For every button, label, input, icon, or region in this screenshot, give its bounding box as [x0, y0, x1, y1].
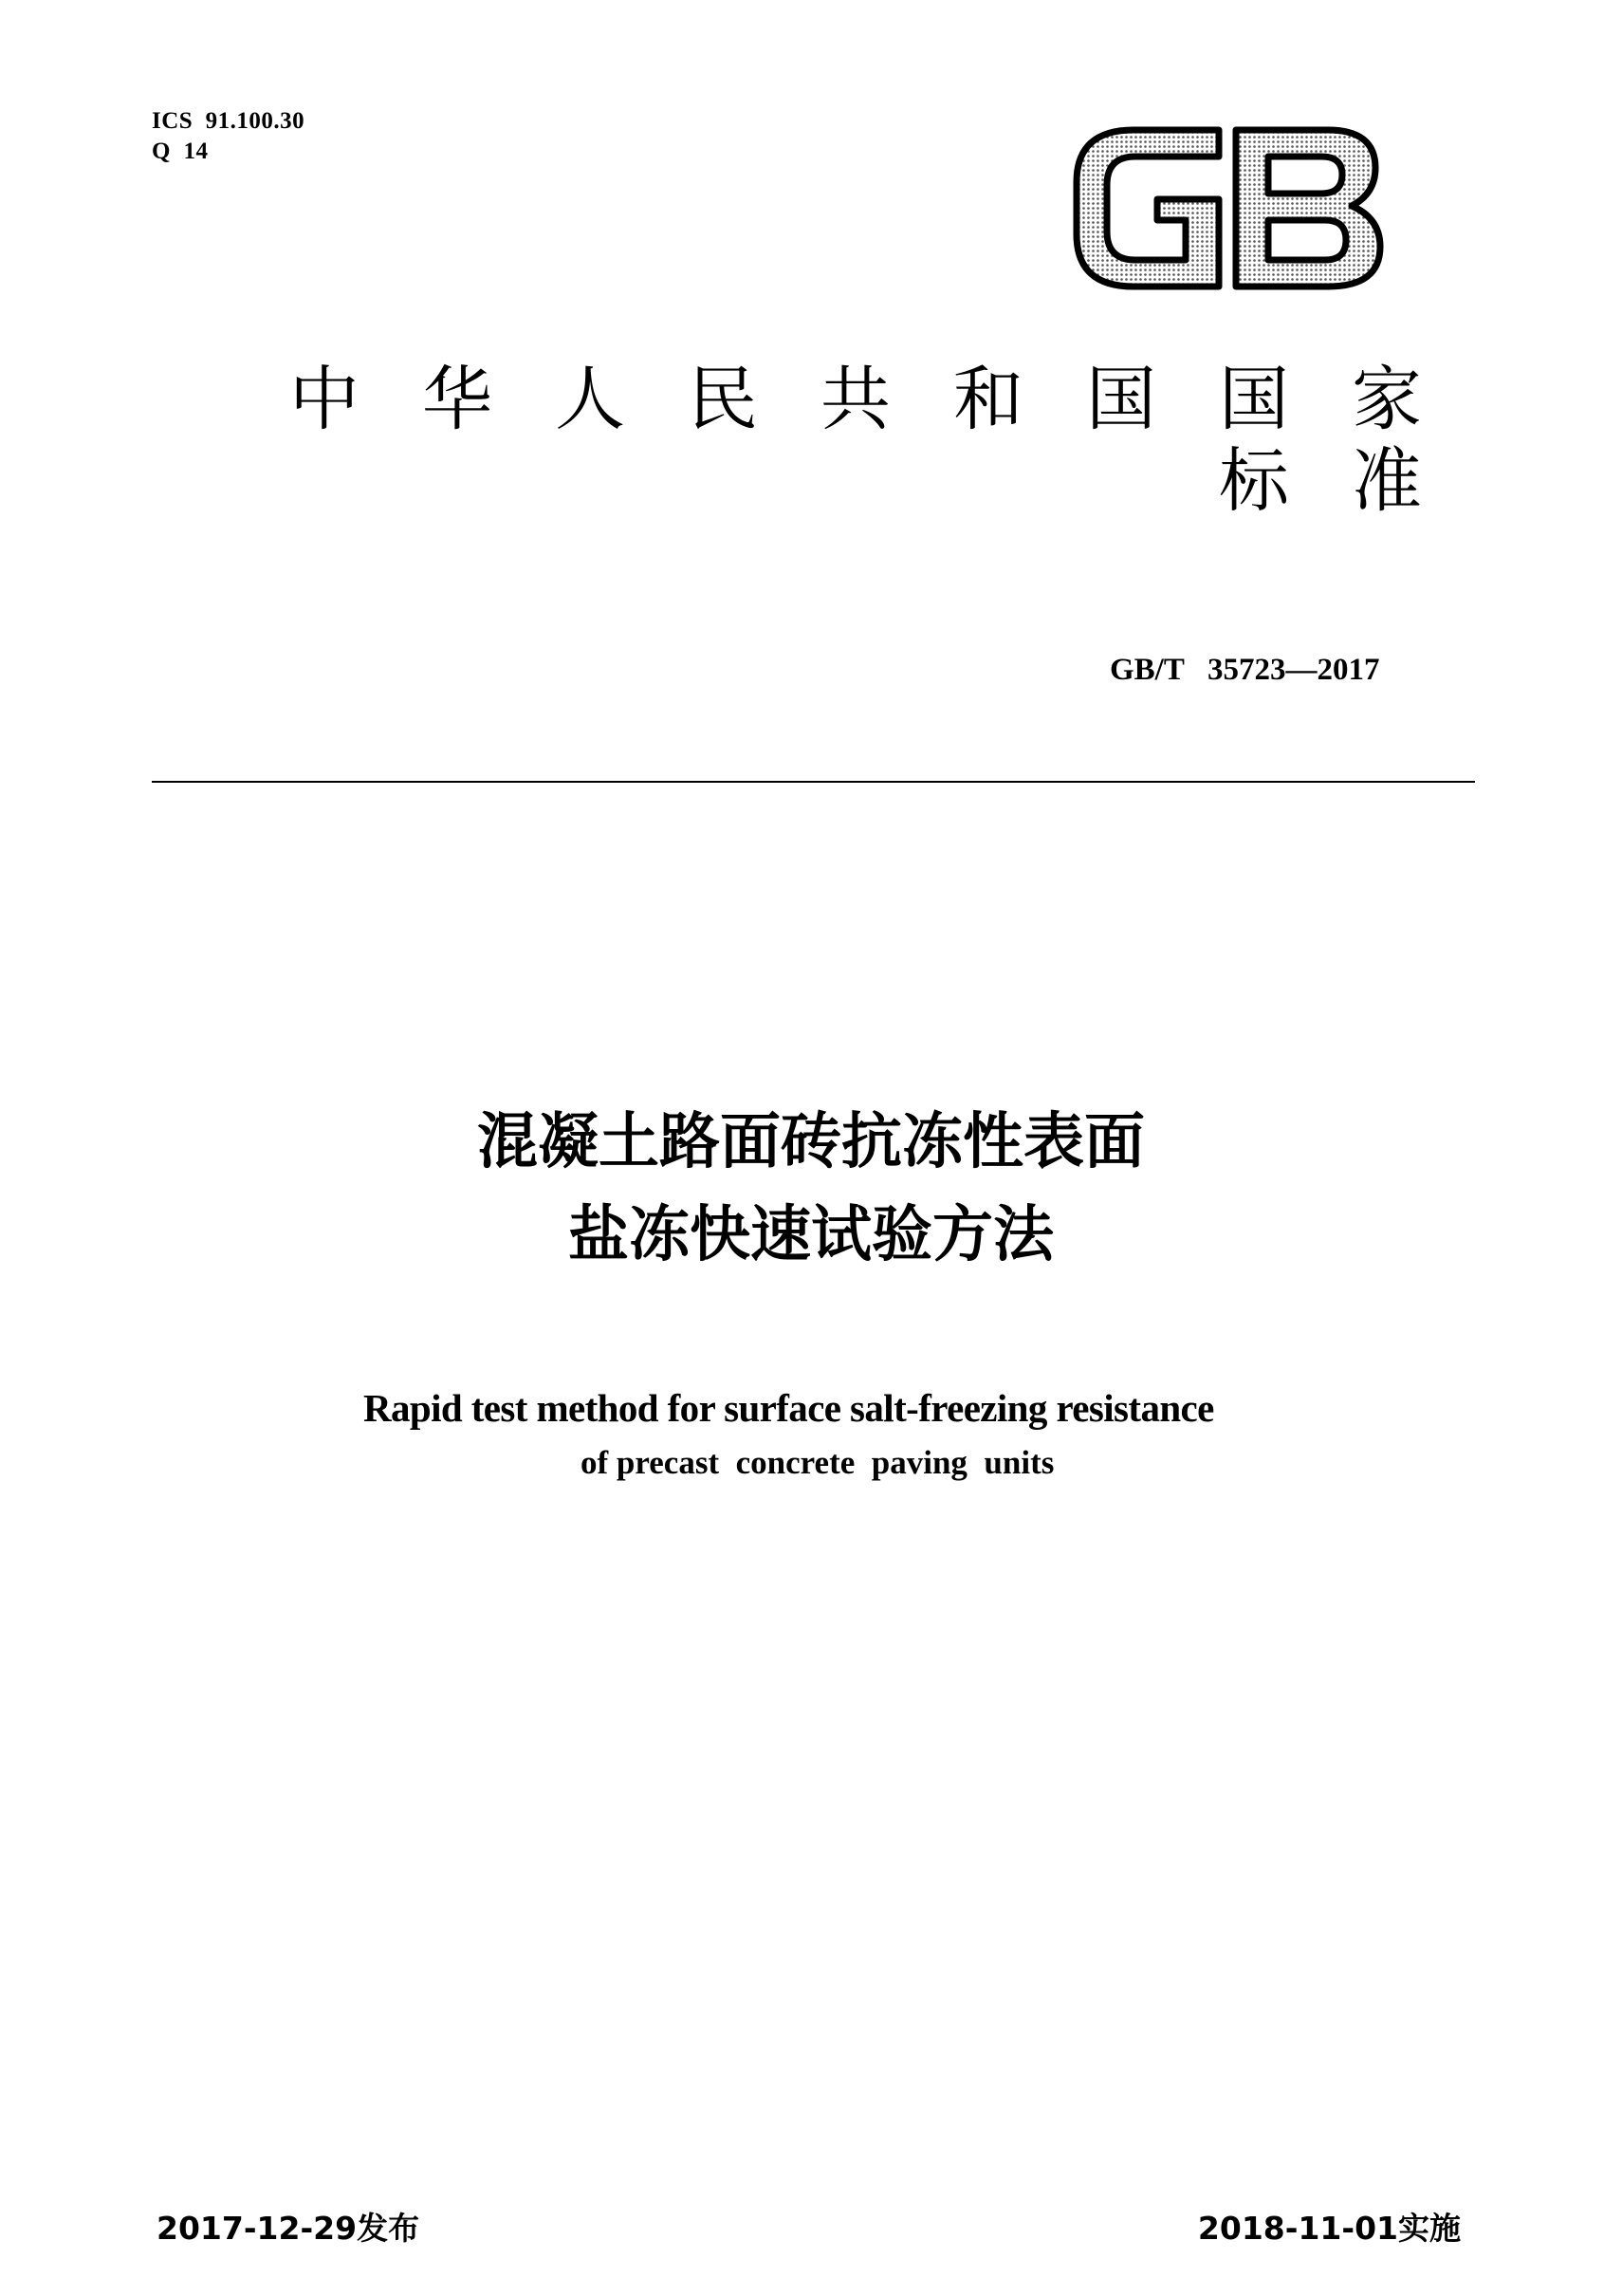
chinese-title-line-1: 混凝土路面砖抗冻性表面 [477, 1107, 1145, 1177]
ics-code: ICS 91.100.30 [152, 108, 305, 134]
chinese-title-line-2: 盐冻快速试验方法 [568, 1200, 1054, 1270]
implementation-date: 2018-11-01实施 [1197, 2210, 1461, 2247]
chinese-title [0, 1096, 1622, 1282]
standard-category-title: 中华人民共和国国家标准 [289, 359, 1484, 522]
standard-number: GB/T 35723—2017 [1110, 653, 1380, 687]
english-title-line-2: of precast concrete paving units [581, 1444, 1055, 1481]
issue-date: 2017-12-29发布 [157, 2210, 420, 2247]
classification-codes [152, 106, 304, 167]
horizontal-divider [152, 781, 1475, 783]
gb-logo [1067, 125, 1390, 291]
ccs-code: Q 14 [152, 139, 209, 164]
english-title-line-1: Rapid test method for surface salt-freezing resistance [363, 1386, 1214, 1430]
